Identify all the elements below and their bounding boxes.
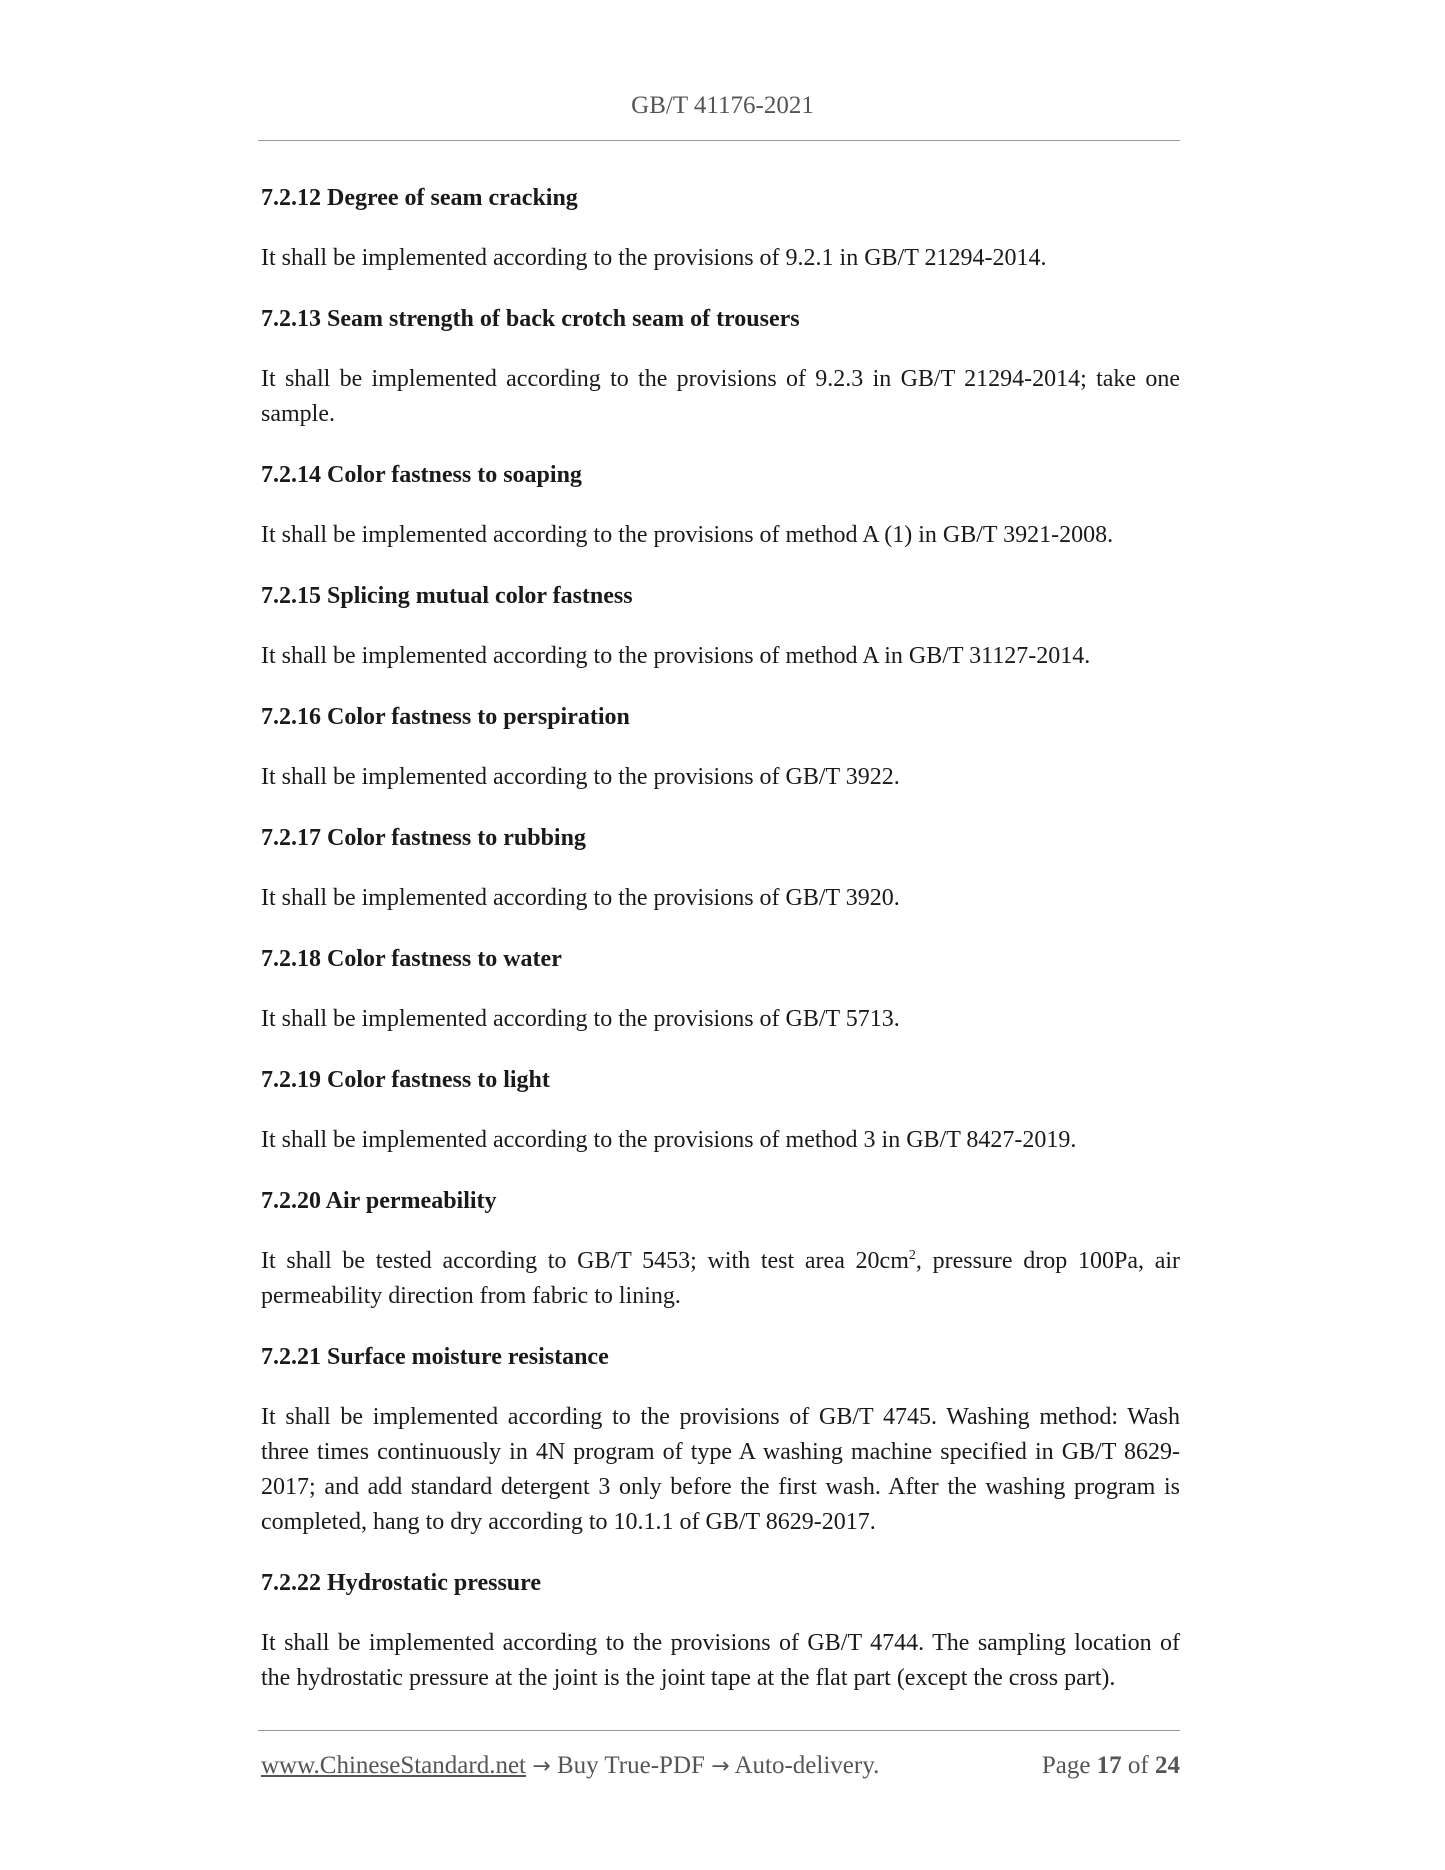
section-heading: 7.2.21 Surface moisture resistance: [261, 1344, 609, 1370]
section-heading: 7.2.17 Color fastness to rubbing: [261, 825, 586, 851]
section-7-2-21: [261, 1339, 1180, 1540]
section-7-2-14: [261, 457, 1180, 553]
section-heading: 7.2.15 Splicing mutual color fastness: [261, 583, 633, 609]
section-text: It shall be implemented according to the provisions of 9.2.3 in GB/T 21294-2014; take one sample.: [261, 366, 1180, 427]
section-text: It shall be implemented according to the provisions of GB/T 4744. The sampling location of the hydrostatic pressure at the joint is the joint tape at the flat part (except the cross part).: [261, 1630, 1180, 1691]
section-text: It shall be implemented according to the provisions of GB/T 3920.: [261, 885, 900, 911]
section-heading: 7.2.20 Air permeability: [261, 1188, 497, 1214]
section-7-2-17: [261, 820, 1180, 916]
section-text: It shall be implemented according to the provisions of GB/T 3922.: [261, 764, 900, 790]
section-7-2-15: [261, 578, 1180, 674]
arrow-right-icon: →: [711, 1754, 730, 1779]
section-text: It shall be implemented according to the provisions of method A (1) in GB/T 3921-2008.: [261, 522, 1114, 548]
header-divider: [258, 140, 1180, 141]
website-link[interactable]: www.ChineseStandard.net: [261, 1752, 526, 1779]
section-heading: 7.2.14 Color fastness to soaping: [261, 462, 582, 488]
page-label: Page: [1041, 1752, 1091, 1779]
section-text: It shall be implemented according to the provisions of 9.2.1 in GB/T 21294-2014.: [261, 245, 1047, 271]
footer-divider: [258, 1730, 1180, 1731]
section-7-2-22: [261, 1565, 1180, 1696]
page-number: [1042, 1752, 1180, 1780]
section-heading: 7.2.19 Color fastness to light: [261, 1067, 550, 1093]
superscript: 2: [908, 1248, 916, 1263]
section-text: It shall be implemented according to the provisions of GB/T 5713.: [261, 1006, 900, 1032]
buy-true-pdf-text: Buy True-PDF: [556, 1752, 705, 1779]
section-text: It shall be implemented according to the provisions of method 3 in GB/T 8427-2019.: [261, 1127, 1077, 1153]
section-text: It shall be implemented according to the provisions of method A in GB/T 31127-2014.: [261, 643, 1091, 669]
page-current: 17: [1096, 1752, 1122, 1779]
section-7-2-19: [261, 1062, 1180, 1158]
section-text: It shall be implemented according to the provisions of GB/T 4745. Washing method: Wash three times continuously in 4N program of type A washing machine specified in GB/T 8629-2017; and add standard detergent 3 only before the first wash. After the washing program is completed, hang to dry according to 10.1.1 of GB/T 8629-2017.: [261, 1404, 1180, 1535]
section-heading: 7.2.16 Color fastness to perspiration: [261, 704, 630, 730]
section-text: [261, 1244, 1180, 1314]
page-of-label: of: [1127, 1752, 1149, 1779]
arrow-right-icon: →: [532, 1754, 551, 1779]
document-body: [261, 180, 1180, 1721]
section-7-2-20: [261, 1183, 1180, 1314]
footer-promo: [261, 1752, 879, 1780]
text-before-superscript: It shall be tested according to GB/T 5453; with test area 20cm: [261, 1248, 909, 1274]
section-7-2-13: [261, 301, 1180, 432]
section-heading: 7.2.13 Seam strength of back crotch seam of trousers: [261, 306, 800, 332]
section-7-2-16: [261, 699, 1180, 795]
page-header-title: GB/T 41176-2021: [631, 92, 814, 119]
section-heading: 7.2.18 Color fastness to water: [261, 946, 562, 972]
text-after-superscript: , pressure drop 100Pa, air permeability direction from fabric to lining.: [261, 1248, 1181, 1309]
page-total: 24: [1155, 1752, 1180, 1779]
section-7-2-18: [261, 941, 1180, 1037]
auto-delivery-text: Auto-delivery.: [734, 1752, 880, 1779]
section-heading: 7.2.22 Hydrostatic pressure: [261, 1570, 541, 1596]
section-7-2-12: [261, 180, 1180, 276]
section-heading: 7.2.12 Degree of seam cracking: [261, 185, 578, 211]
